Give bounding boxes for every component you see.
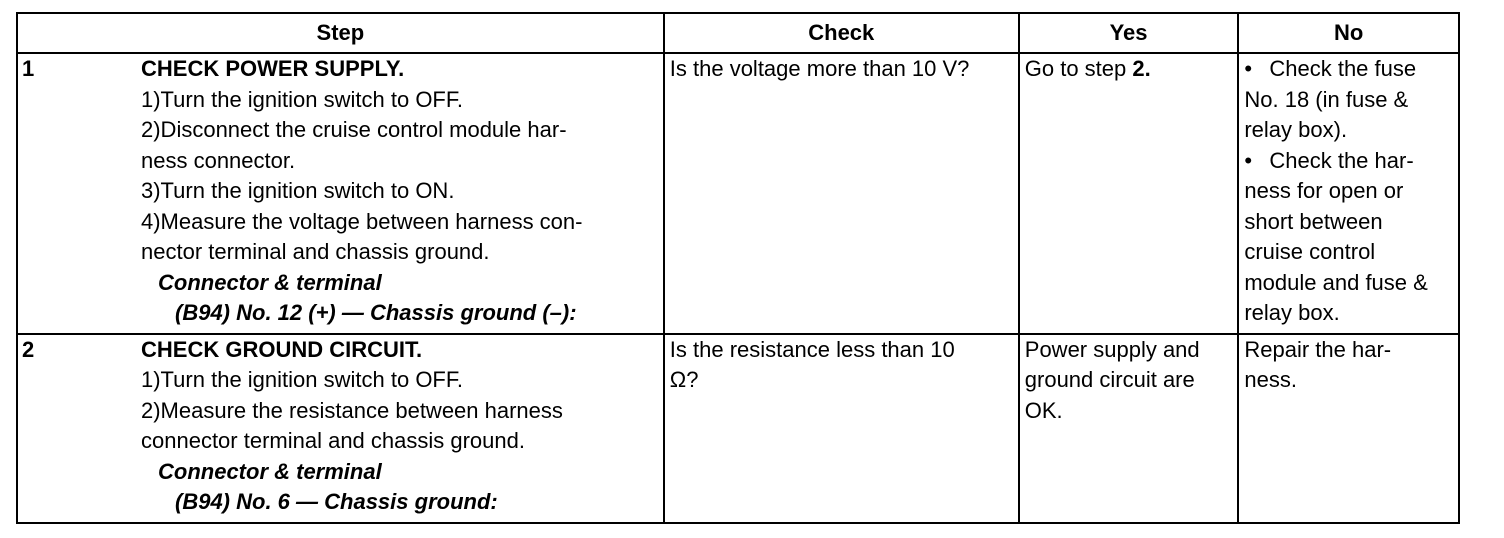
header-yes: Yes [1019, 13, 1239, 53]
step-body [18, 335, 663, 522]
step-instruction: 3)Turn the ignition switch to ON. [141, 178, 455, 203]
yes-action: ground circuit are [1024, 367, 1195, 392]
yes-text: Go to step [1024, 56, 1133, 81]
step-cell [17, 53, 664, 334]
no-line: relay box. [1244, 300, 1340, 325]
table-row [17, 334, 1459, 523]
no-line: short between [1244, 208, 1383, 234]
check-question: Is the resistance less than 10 [669, 336, 955, 362]
diagnostic-table [16, 12, 1460, 524]
step-number: 2 [22, 336, 35, 362]
table-row [17, 53, 1459, 334]
no-line: ness for open or [1244, 178, 1404, 203]
header-no: No [1238, 13, 1459, 53]
no-line [1244, 54, 1454, 85]
check-question: Is the voltage more than 10 V? [669, 56, 970, 81]
no-line: ness. [1244, 367, 1297, 392]
step-instruction: connector terminal and chassis ground. [141, 428, 525, 453]
connector-detail: (B94) No. 6 — Chassis ground: [175, 489, 498, 514]
step-instruction: ness connector. [141, 147, 296, 173]
step-instruction: 2)Measure the resistance between harness [141, 397, 563, 423]
step-number: 1 [22, 56, 35, 81]
step-instruction: 2)Disconnect the cruise control module har- [141, 117, 567, 142]
no-line: No. 18 (in fuse & [1244, 86, 1409, 112]
check-question: Ω? [669, 367, 699, 392]
bullet-icon: • [1244, 147, 1253, 173]
header-step: Step [17, 13, 664, 53]
check-cell [664, 53, 1019, 334]
step-title: CHECK GROUND CIRCUIT. [141, 336, 423, 362]
step-title: CHECK POWER SUPPLY. [141, 56, 405, 81]
no-cell [1238, 53, 1459, 334]
bullet-icon: • [1244, 56, 1253, 81]
step-cell [17, 334, 664, 523]
no-line [1244, 146, 1454, 177]
no-text: Check the har- [1269, 147, 1414, 173]
no-line: module and fuse & [1244, 269, 1428, 295]
connector-heading: Connector & terminal [158, 269, 382, 295]
step-instruction: 4)Measure the voltage between harness con- [141, 208, 583, 234]
yes-action: OK. [1024, 397, 1063, 423]
yes-cell [1019, 53, 1239, 334]
yes-cell [1019, 334, 1239, 523]
no-line: relay box). [1244, 117, 1348, 142]
no-cell [1238, 334, 1459, 523]
header-row [17, 13, 1459, 53]
connector-heading: Connector & terminal [158, 458, 382, 484]
header-check: Check [664, 13, 1019, 53]
check-cell [664, 334, 1019, 523]
connector-detail: (B94) No. 12 (+) — Chassis ground (–): [175, 300, 577, 325]
no-line: Repair the har- [1244, 336, 1392, 362]
no-text: Check the fuse [1269, 56, 1417, 81]
step-instruction: nector terminal and chassis ground. [141, 239, 490, 264]
step-body [18, 54, 663, 333]
no-line: cruise control [1244, 239, 1376, 264]
yes-action: Power supply and [1024, 336, 1200, 362]
step-instruction: 1)Turn the ignition switch to OFF. [141, 367, 463, 392]
yes-step-ref: 2. [1132, 56, 1151, 81]
yes-action [1025, 54, 1234, 85]
step-instruction: 1)Turn the ignition switch to OFF. [141, 86, 463, 112]
